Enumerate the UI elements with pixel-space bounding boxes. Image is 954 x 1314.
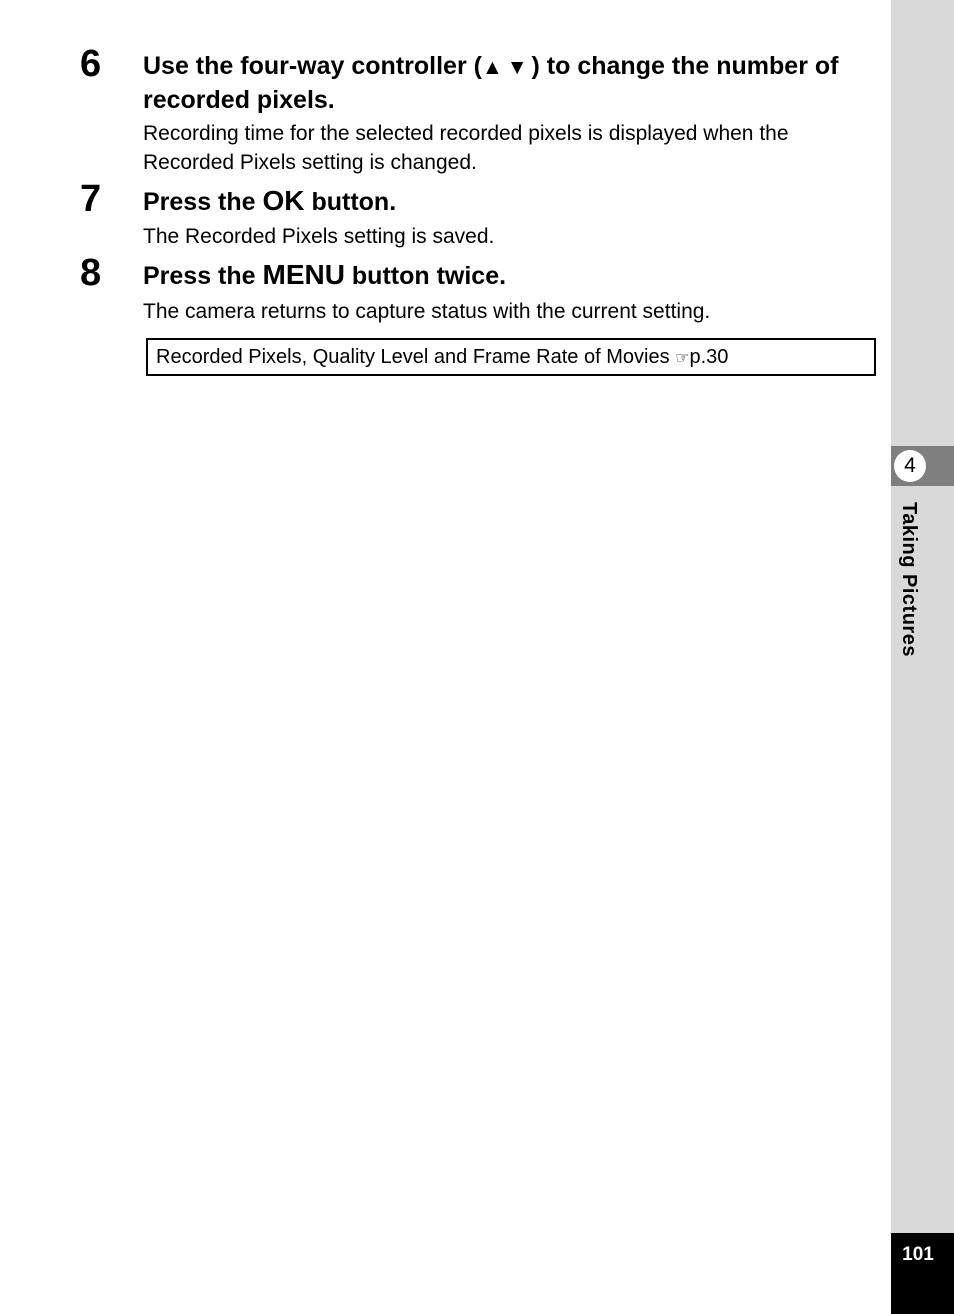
step-8-number: 8 (80, 252, 102, 294)
step-6-title (143, 50, 878, 116)
step-6-body: Recording time for the selected recorded pixels is displayed when the Recorded Pixels setting is changed. (143, 122, 789, 174)
reference-page-link[interactable]: p.30 (689, 346, 729, 368)
chapter-number-badge: 4 (894, 450, 926, 482)
step-7-number: 7 (80, 178, 102, 220)
menu-button-icon: MENU (262, 259, 345, 290)
page-number: 101 (902, 1244, 934, 1265)
step-7-title (143, 185, 878, 218)
step-6-title-part1: Use the four-way controller ( (143, 52, 482, 80)
step-7-title-part1: Press the (143, 188, 263, 216)
reference-text: Recorded Pixels, Quality Level and Frame Rate of Movies (156, 346, 676, 368)
step-7-title-part2: button. (304, 188, 397, 216)
ok-button-icon: OK (262, 185, 305, 216)
step-8-title-part2: button twice. (344, 262, 507, 290)
pointing-hand-icon: ☞ (675, 350, 690, 367)
step-6-title-part2: ) to change the number of recorded pixels. (143, 52, 839, 114)
step-7-body: The Recorded Pixels setting is saved. (143, 225, 495, 248)
reference-box (146, 338, 876, 376)
step-6-number: 6 (80, 43, 102, 85)
up-down-arrows-icon: ▲▼ (481, 56, 532, 79)
step-8-title (143, 259, 878, 292)
step-8-body: The camera returns to capture status with the current setting. (143, 300, 711, 323)
chapter-sidebar (891, 0, 954, 1314)
chapter-title: Taking Pictures (898, 502, 920, 657)
step-8-title-part1: Press the (143, 262, 263, 290)
